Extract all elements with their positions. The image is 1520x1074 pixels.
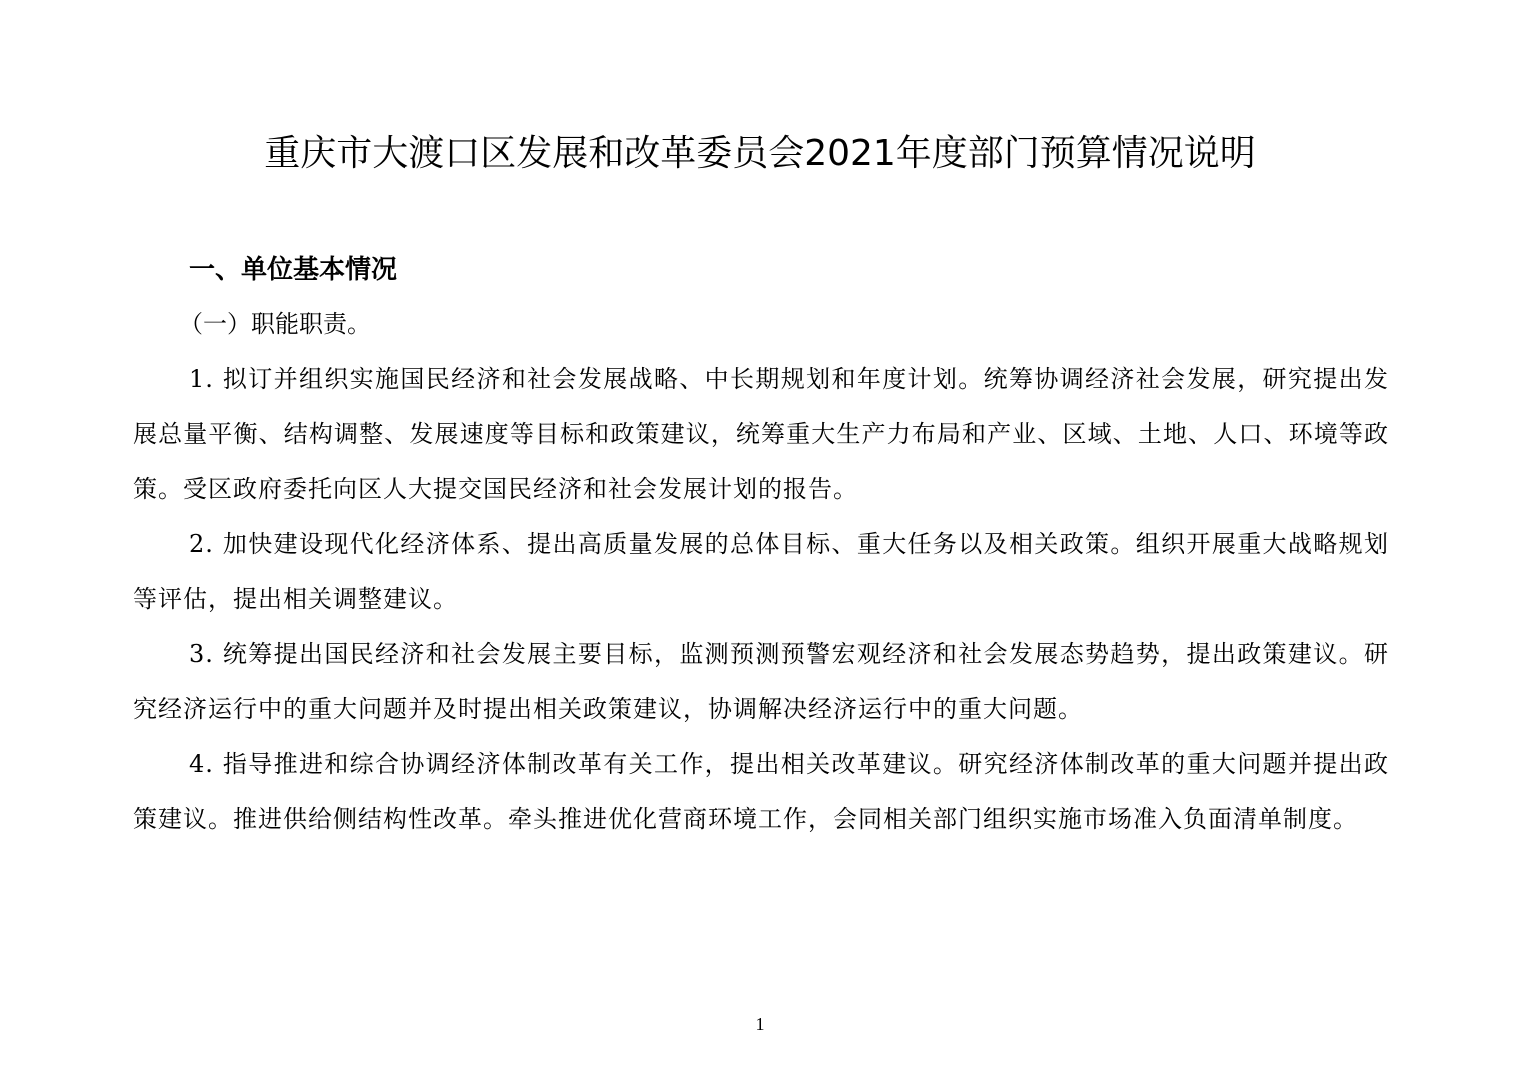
paragraph-1: 1. 拟订并组织实施国民经济和社会发展战略、中长期规划和年度计划。统筹协调经济社会发展，研究提出发展总量平衡、结构调整、发展速度等目标和政策建议，统筹重大生产力布局和产业、区域、土地、人口、环境等政策。受区政府委托向区人大提交国民经济和社会发展计划的报告。	[133, 365, 1389, 503]
paragraph-4: 4. 指导推进和综合协调经济体制改革有关工作，提出相关改革建议。研究经济体制改革的重大问题并提出政策建议。推进供给侧结构性改革。牵头推进优化营商环境工作，会同相关部门组织实施市场准入负面清单制度。	[133, 750, 1389, 833]
subsection-heading: （一）职能职责。	[179, 310, 371, 338]
paragraph-2: 2. 加快建设现代化经济体系、提出高质量发展的总体目标、重大任务以及相关政策。组织开展重大战略规划等评估，提出相关调整建议。	[133, 530, 1389, 613]
page-number: 1	[755, 1014, 765, 1034]
paragraph-3: 3. 统筹提出国民经济和社会发展主要目标，监测预测预警宏观经济和社会发展态势趋势，提出政策建议。研究经济运行中的重大问题并及时提出相关政策建议，协调解决经济运行中的重大问题。	[133, 640, 1389, 723]
section-heading: 一、单位基本情况	[189, 255, 398, 285]
document-title: 重庆市大渡口区发展和改革委员会2021年度部门预算情况说明	[264, 133, 1256, 174]
document-body	[133, 250, 1389, 847]
